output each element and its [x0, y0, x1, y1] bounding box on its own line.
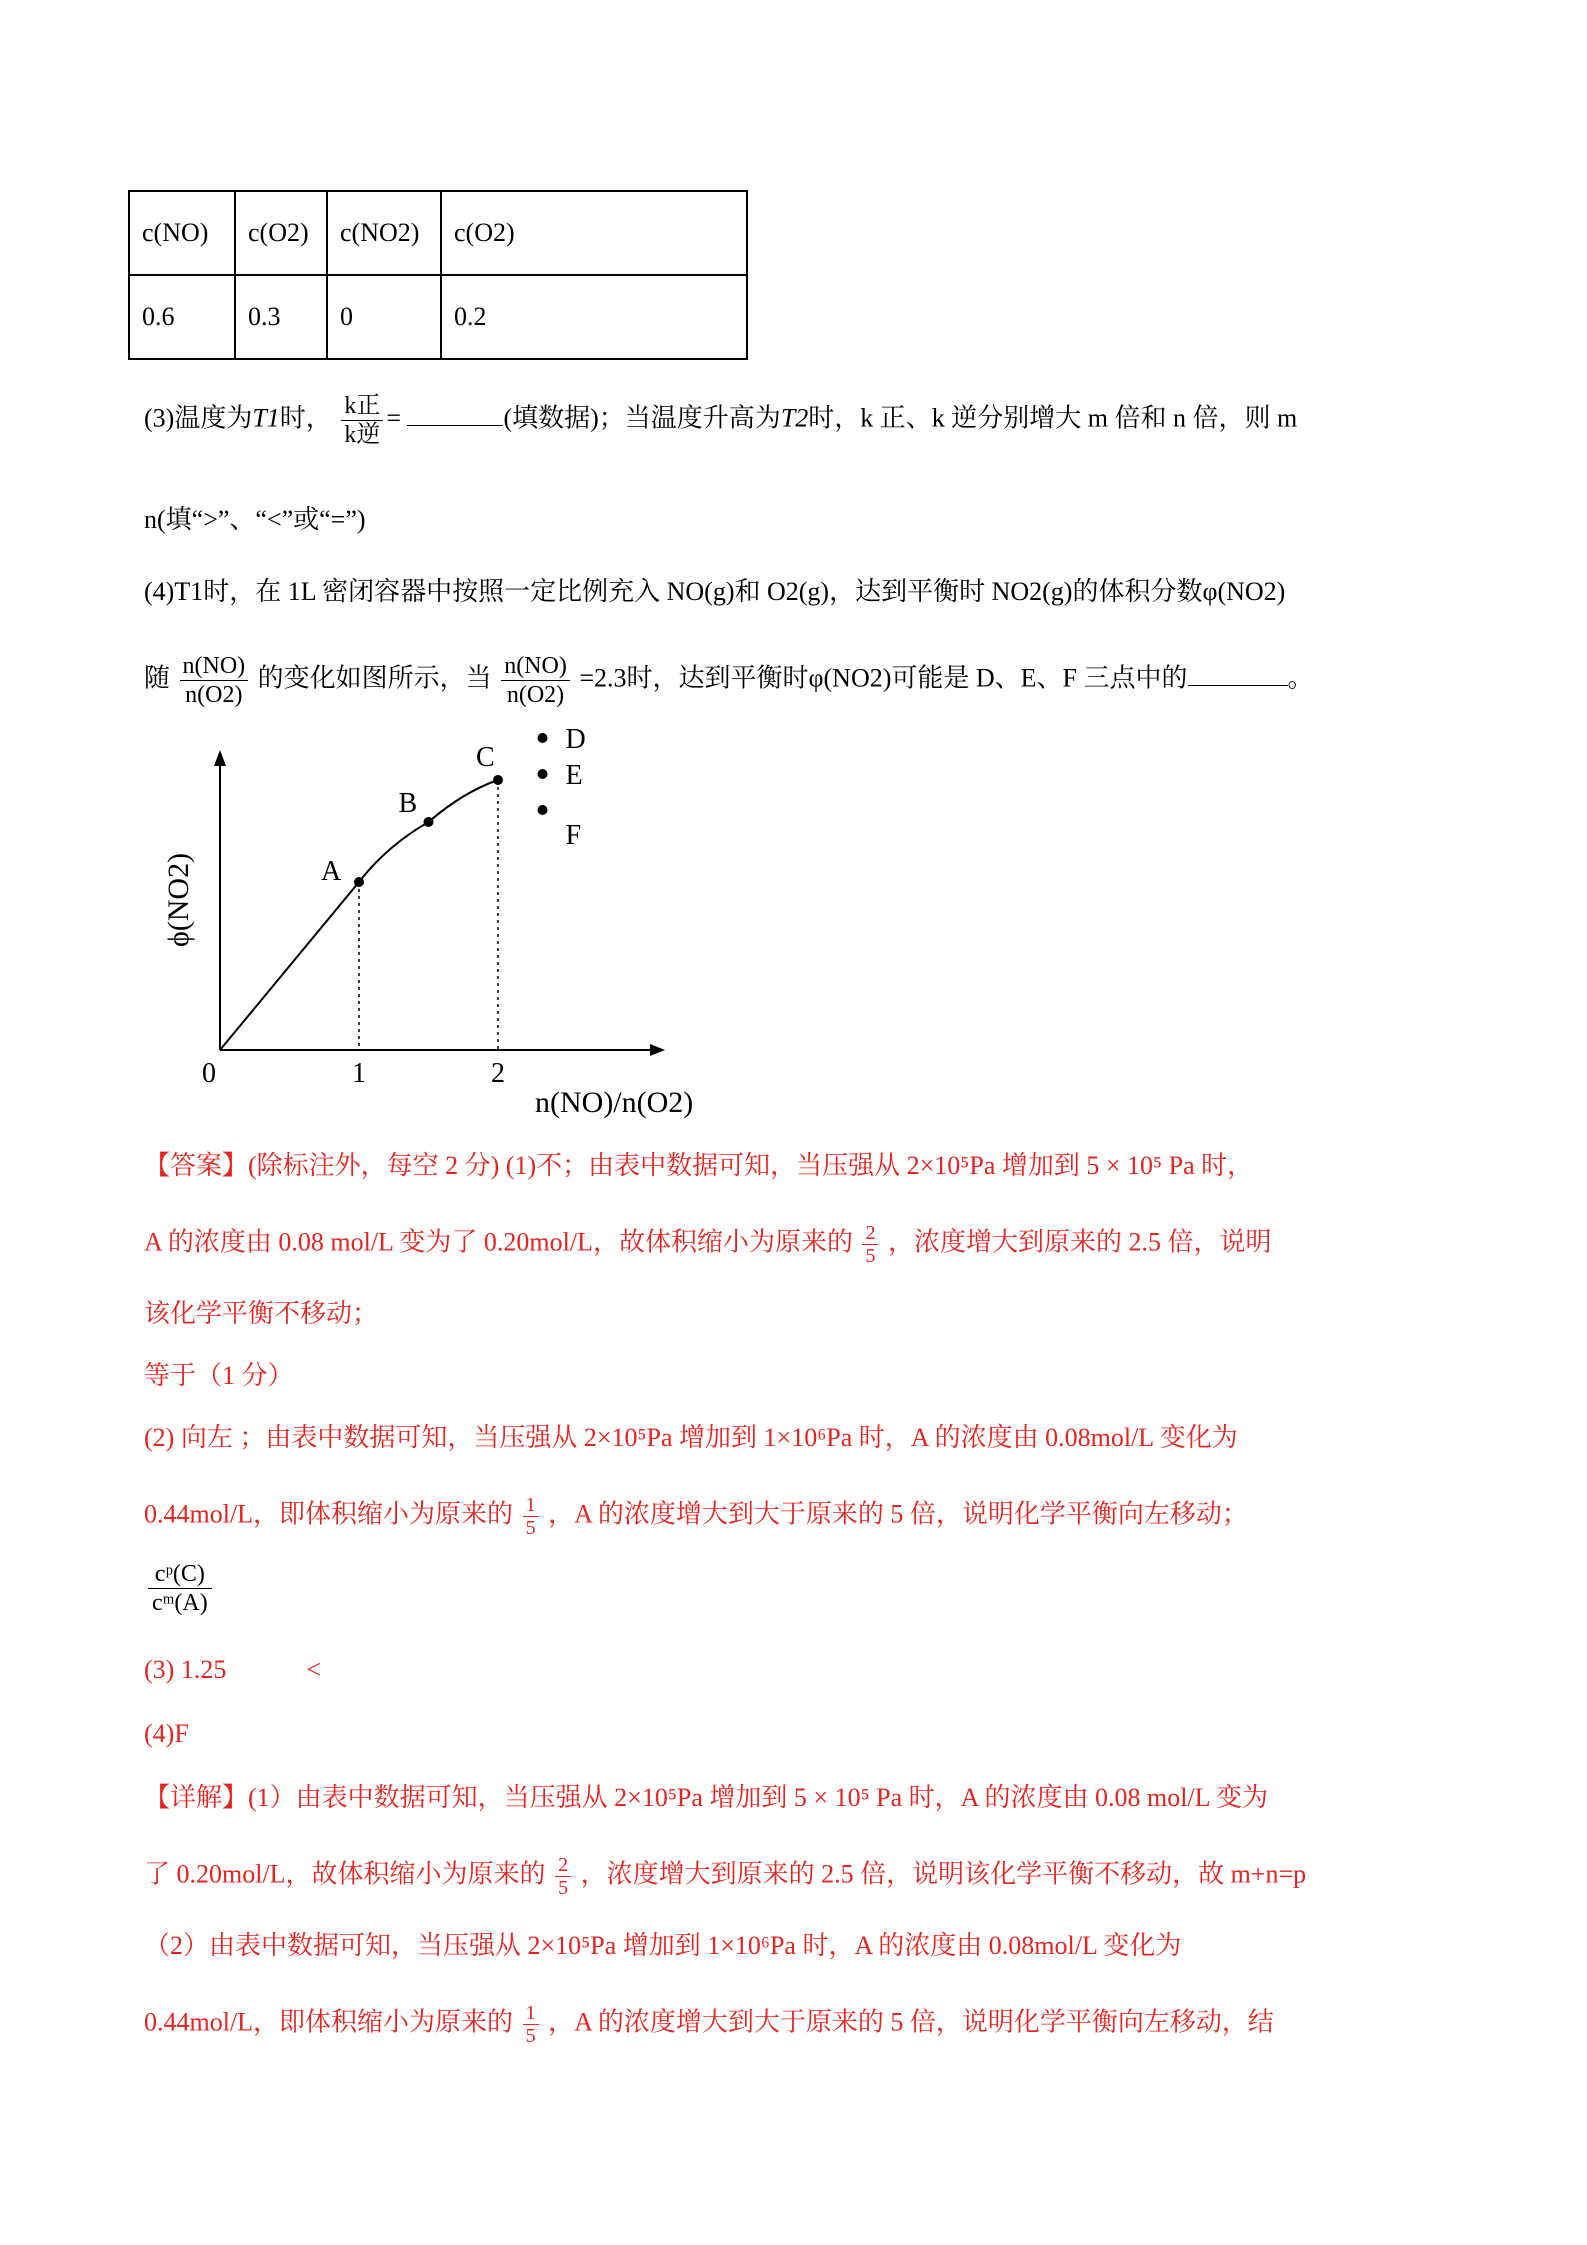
- fraction-numerator: 1: [523, 2002, 539, 2025]
- fraction-numerator: cᵖ(C): [148, 1560, 212, 1589]
- answer-text: 0.44mol/L，即体积缩小为原来的: [144, 1499, 514, 1529]
- fraction-numerator: k正: [341, 392, 383, 421]
- fraction-denominator: n(O2): [506, 682, 565, 708]
- fraction-numerator: 2: [862, 1222, 878, 1245]
- equilibrium-constant-fraction: [148, 1560, 212, 1617]
- fraction-denominator: 5: [525, 1517, 536, 1539]
- answer-blank[interactable]: [1188, 659, 1288, 686]
- question-3-line-2: n(填“>”、“<”或“=”): [144, 505, 366, 534]
- concentration-table: [128, 190, 748, 360]
- answer-symbol: <: [306, 1655, 321, 1684]
- answer-line-4: 等于（1 分）: [144, 1361, 294, 1390]
- table-cell: 0.2: [441, 275, 747, 359]
- x-axis-label: n(NO)/n(O2): [535, 1086, 694, 1119]
- k-ratio-fraction: [341, 392, 383, 449]
- answer-line-5: (2) 向左 ；由表中数据可知，当压强从 2×10⁵Pa 增加到 1×10⁶Pa 时，A 的浓度由 0.08mol/L 变化为: [144, 1423, 1238, 1452]
- q4-prefix: 随: [144, 663, 171, 693]
- data-point: [493, 775, 503, 785]
- ratio-fraction: [180, 652, 249, 709]
- detail-line-4: [144, 2002, 1274, 2047]
- fraction-denominator: cᵐ(A): [152, 1590, 208, 1616]
- x-tick-label: 0: [202, 1058, 216, 1089]
- q3-prefix: (3)温度为: [144, 403, 253, 433]
- q4-mid: 的变化如图所示，当: [257, 663, 492, 693]
- fraction-numerator: 2: [555, 1854, 571, 1877]
- table-header-cell: c(O2): [441, 191, 747, 275]
- detail-line-3: （2）由表中数据可知，当压强从 2×10⁵Pa 增加到 1×10⁶Pa 时，A 的浓度由 0.08mol/L 变化为: [144, 1931, 1182, 1960]
- ratio-fraction: [501, 652, 570, 709]
- fraction-denominator: k逆: [344, 422, 381, 448]
- q3-t2: T2: [780, 403, 809, 433]
- fraction-denominator: n(O2): [185, 682, 243, 708]
- fraction-numerator: n(NO): [501, 652, 570, 681]
- q3-t1-suffix: 时，: [279, 403, 332, 433]
- detail-text: (1）由表中数据可知，当压强从 2×10⁵Pa 增加到 5 × 10⁵ Pa 时，A 的浓度由 0.08 mol/L 变为: [248, 1783, 1269, 1812]
- fraction: [523, 1494, 539, 1539]
- option-label: D: [565, 724, 586, 755]
- answer-line-6: [144, 1494, 1248, 1539]
- fraction-numerator: n(NO): [180, 652, 249, 681]
- table-cell: 0.6: [129, 275, 235, 359]
- point-label: C: [476, 742, 495, 773]
- q3-mid: (填数据)；当温度升高为: [503, 403, 781, 433]
- answer-text: A 的浓度由 0.08 mol/L 变为了 0.20mol/L，故体积缩小为原来的: [144, 1227, 853, 1257]
- answer-line-3: 该化学平衡不移动；: [144, 1299, 379, 1328]
- fraction-denominator: 5: [558, 1877, 569, 1899]
- detail-heading: 【详解】: [144, 1783, 249, 1812]
- fraction-denominator: 5: [525, 2025, 536, 2047]
- table-cell: 0: [327, 275, 441, 359]
- answer-text: (3) 1.25: [144, 1655, 227, 1684]
- q4-end: 。: [1287, 663, 1314, 693]
- answer-line-2: [144, 1222, 1272, 1267]
- fraction: [555, 1854, 571, 1899]
- detail-line-2: [144, 1854, 1306, 1899]
- table-row: [129, 275, 747, 359]
- detail-line-1: [144, 1780, 1268, 1816]
- q3-t1: T1: [252, 403, 280, 433]
- answer-line-8: [144, 1652, 321, 1688]
- y-axis-arrow: [214, 750, 226, 766]
- q4-eq: =2.3时，达到平衡时φ(NO2)可能是 D、E、F 三点中的: [579, 663, 1188, 693]
- data-point: [424, 817, 434, 827]
- fraction-denominator: 5: [865, 1245, 876, 1267]
- fraction-numerator: 1: [523, 1494, 539, 1517]
- detail-text: 0.44mol/L，即体积缩小为原来的: [144, 2007, 514, 2037]
- table-header-row: [129, 191, 747, 275]
- point-label: A: [321, 856, 342, 887]
- table-header-cell: c(NO2): [327, 191, 441, 275]
- option-point: [538, 769, 548, 779]
- detail-text: 了 0.20mol/L，故体积缩小为原来的: [144, 1859, 546, 1889]
- fraction: [523, 2002, 539, 2047]
- x-tick-label: 2: [491, 1058, 505, 1089]
- q3-t2-suffix: 时，: [808, 403, 861, 433]
- option-point: [538, 733, 548, 743]
- data-point: [354, 877, 364, 887]
- question-4-line-1: (4)T1时，在 1L 密闭容器中按照一定比例充入 NO(g)和 O2(g)，达到平衡时 NO2(g)的体积分数φ(NO2): [144, 577, 1286, 606]
- point-label: B: [398, 788, 418, 819]
- detail-text: ，浓度增大到原来的 2.5 倍，说明该化学平衡不移动，故 m+n=p: [580, 1859, 1307, 1889]
- option-label: F: [565, 820, 582, 851]
- table-header-cell: c(O2): [235, 191, 327, 275]
- answer-blank[interactable]: [407, 399, 503, 426]
- answer-line-9: (4)F: [144, 1719, 189, 1748]
- option-label: E: [565, 760, 583, 791]
- x-tick-label: 1: [352, 1058, 366, 1089]
- answer-heading: 【答案】: [144, 1151, 249, 1180]
- question-3-line-1: [144, 392, 1297, 449]
- phi-no2-chart: [150, 724, 710, 1140]
- table-cell: 0.3: [235, 275, 327, 359]
- answer-text: ，A 的浓度增大到大于原来的 5 倍，说明化学平衡向左移动；: [548, 1499, 1248, 1529]
- x-axis-arrow: [650, 1044, 665, 1056]
- answer-text: ，浓度增大到原来的 2.5 倍，说明: [887, 1227, 1272, 1257]
- question-4-line-2: [144, 652, 1314, 709]
- y-axis-label: ϕ(NO2): [162, 852, 195, 948]
- table-header-cell: c(NO): [129, 191, 235, 275]
- equals-sign: =: [386, 403, 401, 433]
- q3-k-text: k 正、k 逆分别增大 m 倍和 n 倍，则 m: [860, 403, 1298, 433]
- answer-text: (除标注外，每空 2 分) (1)不；由表中数据可知，当压强从 2×10⁵Pa 增加到 5 × 10⁵ Pa 时，: [248, 1151, 1254, 1180]
- fraction: [862, 1222, 878, 1267]
- option-point: [538, 805, 548, 815]
- detail-text: ，A 的浓度增大到大于原来的 5 倍，说明化学平衡向左移动，结: [548, 2007, 1274, 2037]
- answer-line-1: [144, 1148, 1253, 1184]
